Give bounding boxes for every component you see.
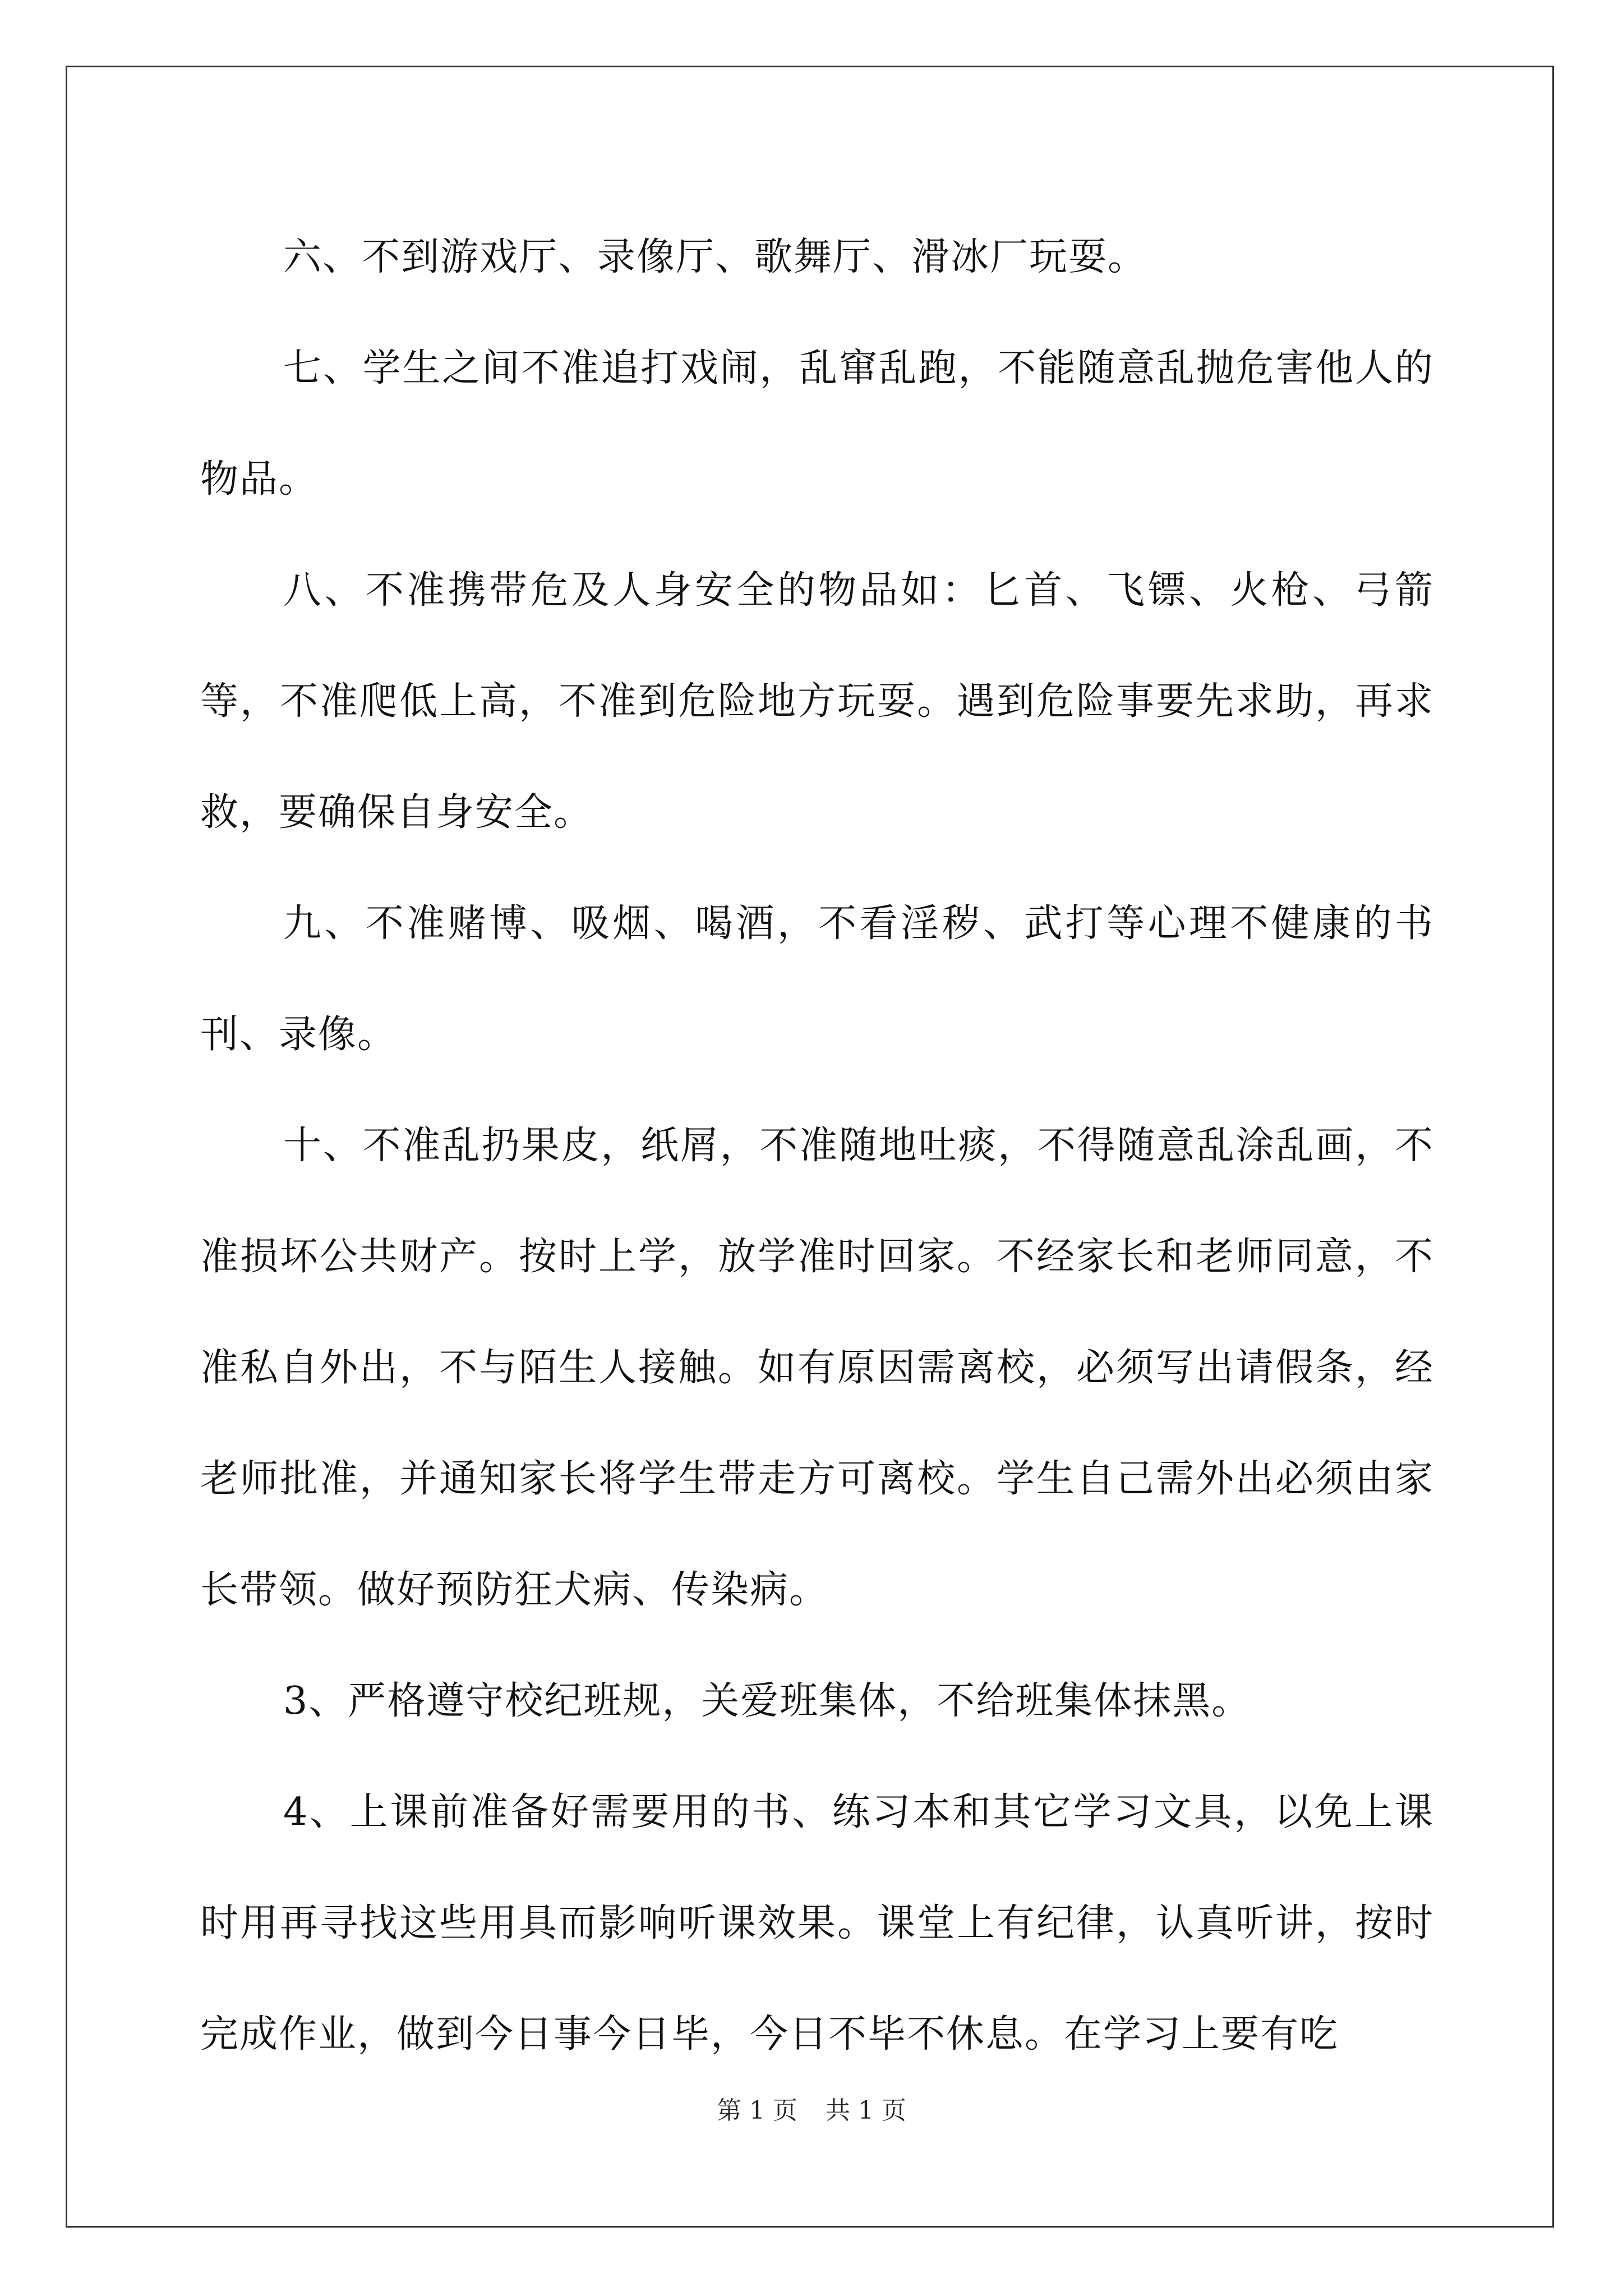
paragraph-10: 十、不准乱扔果皮，纸屑，不准随地吐痰，不得随意乱涂乱画，不准损坏公共财产。按时上学，放学准时回家。不经家长和老师同意，不准私自外出，不与陌生人接触。如有原因需离校，必须写出请假条，经老师批准，并通知家长将学生带走方可离校。学生自己需外出必须由家长带领。做好预防狂犬病、传染病。 [200,1124,1434,1612]
document-body [200,202,1434,2090]
paragraph-7: 七、学生之间不准追打戏闹，乱窜乱跑，不能随意乱抛危害他人的物品。 [200,346,1434,501]
paragraph-9: 九、不准赌博、吸烟、喝酒，不看淫秽、武打等心理不健康的书刊、录像。 [200,901,1434,1057]
page-number: 第 1 页 [717,2096,797,2125]
page-footer [0,2090,1623,2126]
paragraph-item-3: 3、严格遵守校纪班规，关爱班集体，不给班集体抹黑。 [283,1679,1251,1723]
paragraph-item-4: 4、上课前准备好需要用的书、练习本和其它学习文具，以免上课时用再寻找这些用具而影响听课效果。课堂上有纪律，认真听讲，按时完成作业，做到今日事今日毕，今日不毕不休息。在学习上要有吃 [200,1790,1434,2056]
paragraph-6: 六、不到游戏厅、录像厅、歌舞厅、滑冰厂玩耍。 [283,235,1147,279]
page-total: 共 1 页 [826,2096,906,2125]
paragraph-8: 八、不准携带危及人身安全的物品如：匕首、飞镖、火枪、弓箭等，不准爬低上高，不准到危险地方玩耍。遇到危险事要先求助，再求救，要确保自身安全。 [200,568,1434,835]
